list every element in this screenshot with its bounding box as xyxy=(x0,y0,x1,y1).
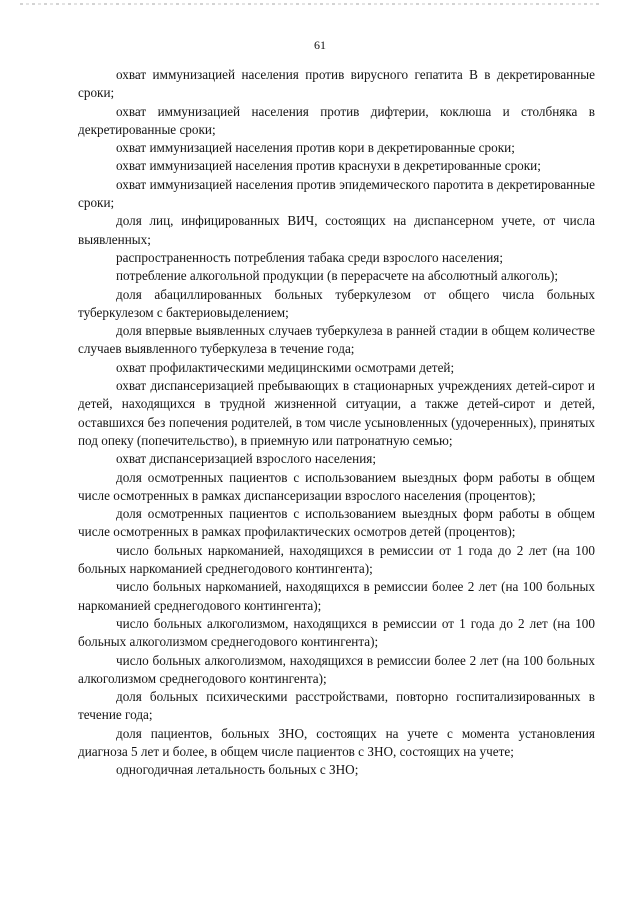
paragraph: охват иммунизацией населения против кори в декретированные сроки; xyxy=(116,140,515,156)
paragraph: охват иммунизацией населения против дифтерии, коклюша и столбняка в декретированные сроки; xyxy=(78,103,595,137)
paragraph: число больных наркоманией, находящихся в ремиссии от 1 года до 2 лет (на 100 больных наркоманией среднегодового контингента); xyxy=(78,542,595,577)
paragraph: охват профилактическими медицинскими осмотрами детей; xyxy=(116,359,455,375)
paragraph: число больных наркоманией, находящихся в ремиссии более 2 лет (на 100 больных наркоманией среднегодового контингента); xyxy=(78,579,595,613)
page-number: 61 xyxy=(314,38,326,52)
paragraph: охват иммунизацией населения против вирусного гепатита В в декретированные сроки; xyxy=(78,67,595,101)
paragraph: доля впервые выявленных случаев туберкулеза в ранней стадии в общем количестве случаев выявленного туберкулеза в течение года; xyxy=(78,323,595,357)
paragraph: охват иммунизацией населения против эпидемического паротита в декретированные сроки; xyxy=(78,176,595,211)
paragraph: распространенность потребления табака среди взрослого населения; xyxy=(116,249,504,265)
document-body xyxy=(78,66,595,780)
paragraph: доля осмотренных пациентов с использованием выездных форм работы в общем числе осмотренных в рамках диспансеризации взрослого населения (процентов); xyxy=(78,469,595,503)
paragraph: доля пациентов, больных ЗНО, состоящих на учете с момента установления диагноза 5 лет и более, в общем числе пациентов с ЗНО, состоящих на учете; xyxy=(78,725,595,759)
paragraph: охват диспансеризацией пребывающих в стационарных учреждениях детей-сирот и детей, находящихся в трудной жизненной ситуации, а также детей-сирот и детей, оставшихся без попечения родителей, в том числе усыновленных (удочеренных), принятых под опеку (попечительство), в приемную или патронатную семью; xyxy=(78,378,595,448)
scan-artifact-line xyxy=(20,3,600,5)
paragraph: одногодичная летальность больных с ЗНО; xyxy=(116,762,359,778)
paragraph: число больных алкоголизмом, находящихся в ремиссии более 2 лет (на 100 больных алкоголизмом среднегодового контингента); xyxy=(78,652,595,686)
paragraph: доля осмотренных пациентов с использованием выездных форм работы в общем числе осмотренных в рамках профилактических осмотров детей (процентов); xyxy=(78,506,595,540)
paragraph: охват диспансеризацией взрослого населения; xyxy=(116,451,376,467)
paragraph: потребление алкогольной продукции (в перерасчете на абсолютный алкоголь); xyxy=(116,268,559,284)
paragraph: доля больных психическими расстройствами, повторно госпитализированных в течение года; xyxy=(78,689,595,723)
paragraph: доля абациллированных больных туберкулезом от общего числа больных туберкулезом с бактериовыделением; xyxy=(78,286,595,320)
paragraph: охват иммунизацией населения против краснухи в декретированные сроки; xyxy=(116,158,541,174)
paragraph: число больных алкоголизмом, находящихся в ремиссии от 1 года до 2 лет (на 100 больных алкоголизмом среднегодового контингента); xyxy=(78,615,595,650)
paragraph: доля лиц, инфицированных ВИЧ, состоящих на диспансерном учете, от числа выявленных; xyxy=(78,213,595,247)
